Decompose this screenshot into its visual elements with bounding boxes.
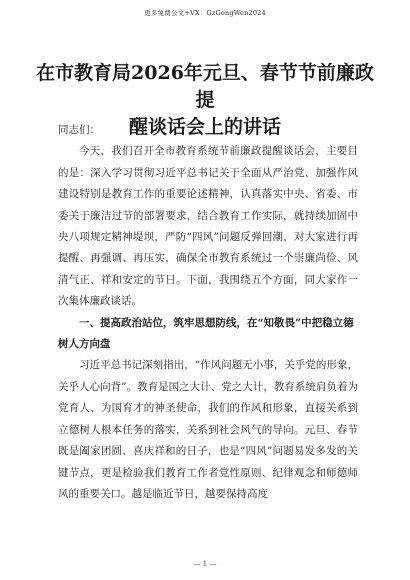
salutation: 同志们： bbox=[58, 124, 100, 136]
paragraph-intro: 今天，我们召开全市教育系统节前廉政提醒谈话会，主要目的是：深入学习贯彻习近平总书记关于全面从严治党、加强作风建设特别是教育工作的重要论述精神，认真落实中央、省委、市委关于廉洁过节的部署要求，结合教育工作实际，就持续加固中央八项规定精神堤坝，严防“四风”问题反弹回潮，对大家进行再提醒、再强调、再压实，确保全市教育系统过一个崇廉尚俭、风清气正、祥和安定的节日。下面，我围绕五个方面，同大家作一次集体廉政谈话。 bbox=[58, 145, 358, 308]
page-number: — 1 — bbox=[193, 560, 217, 568]
paragraph-section-1: 习近平总书记深刻指出，“作风问题无小事，关乎党的形象，关乎人心向背”。教育是国之大计、党之大计，教育系统肩负着为党育人、为国育才的神圣使命，我们的作风和形象，直接关系到立德树人根本任务的落实，关系到社会风气的导向。元旦、春节既是阖家团圆、喜庆祥和的日子，也是“四风”问题易发多发的关键节点，更是检验我们教育工作者党性原则、纪律观念和师德师风的重要关口。越是临近节日，越要保持高度 bbox=[58, 359, 358, 500]
header-note: 更多免费公文+VX：GzGongWen2024 bbox=[144, 9, 266, 17]
document-body bbox=[58, 120, 358, 505]
title-line-1: 在市教育局2026年元旦、春节节前廉政提 bbox=[36, 62, 374, 111]
title-line-2: 醒谈话会上的讲话 bbox=[128, 116, 281, 138]
section-heading-1: 一、提高政治站位，筑牢思想防线，在“知敬畏”中把稳立德树人方向盘 bbox=[58, 316, 354, 351]
